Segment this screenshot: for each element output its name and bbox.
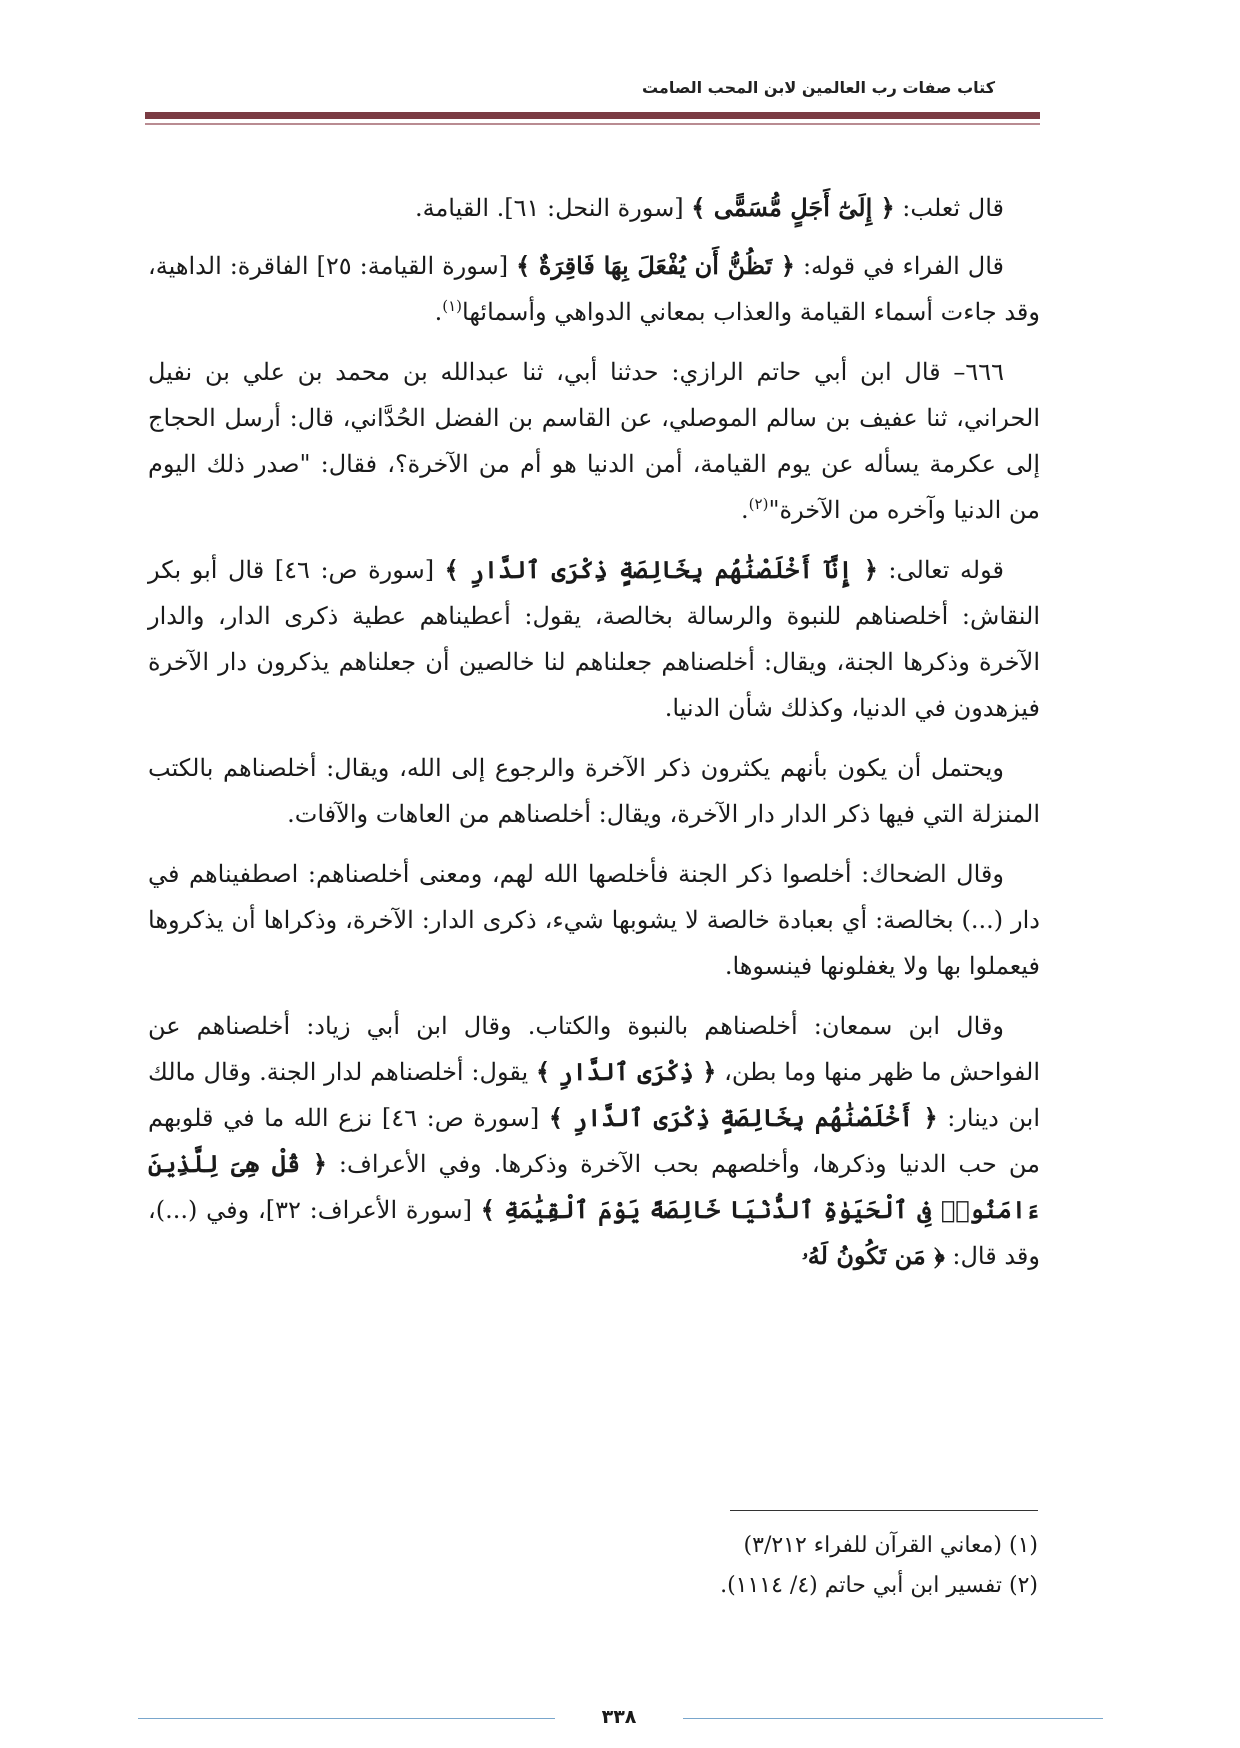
paragraph-666 xyxy=(148,349,1040,533)
quran-verse: ﴿ إِنَّآ أَخْلَصْنَٰهُم بِخَالِصَةٍ ذِكْرَى ٱلدَّارِ ﴾ xyxy=(444,555,878,584)
footnote-2: (٢) تفسير ابن أبي حاتم (٤/ ١١١٤). xyxy=(720,1573,1038,1598)
paragraph-text: [سورة الأعراف: ٣٢]، وفي (...)، وقد قال: xyxy=(148,1196,1040,1270)
quran-verse: ﴿ تَظُنُّ أَن يُفْعَلَ بِهَا فَاقِرَةٌ ﴾ xyxy=(516,251,795,280)
paragraph-text: ٦٦٦– قال ابن أبي حاتم الرازي: حدثنا أبي، ثنا عبدالله بن محمد بن علي بن نفيل الحراني، ثنا عفيف بن سالم الموصلي، عن القاسم بن الفضل الحُدَّاني، قال: أرسل الحجاج إلى عكرمة يسأله عن يوم القيامة، أمن الدنيا هو أم من الآخرة؟، فقال: "صدر ذلك اليوم من الدنيا وآخره من الآخرة" xyxy=(148,358,1040,524)
paragraph-ibn-samaan xyxy=(148,1003,1040,1279)
verse-reference: [سورة النحل: ٦١]. القيامة. xyxy=(414,194,692,222)
paragraph-text: يقول: أخلصناهم لدار الجنة. وقال مالك ابن دينار: xyxy=(148,1058,1041,1132)
header-rule-thin xyxy=(145,123,1040,125)
footer-rule-left xyxy=(138,1718,555,1719)
running-header-title: كتاب صفات رب العالمين لابن المحب الصامت xyxy=(641,78,995,97)
paragraph-sad-46 xyxy=(148,547,1040,731)
paragraph-text: [سورة ص: ٤٦] قال أبو بكر النقاش: أخلصناهم للنبوة والرسالة بخالصة، يقول: أعطيناهم عطية ذكرى الدار، والدار الآخرة وذكرها الجنة، ويقال: أخلصناهم جعلناهم لنا خالصين أن جعلناهم يذكرون دار الآخرة فيزهدون في الدنيا، وكذلك شأن الدنيا. xyxy=(148,556,1040,722)
paragraph-end: . xyxy=(741,496,749,524)
paragraph-farra xyxy=(148,243,1040,335)
paragraph-text: [سورة القيامة: ٢٥] الفاقرة: الداهية، وقد جاءت أسماء القيامة والعذاب بمعاني الدواهي وأسمائها xyxy=(148,252,1040,326)
paragraph-text: قال ثعلب: xyxy=(894,194,1004,222)
quran-verse: ﴿ إِلَىٰٓ أَجَلٍ مُّسَمًّى ﴾ xyxy=(691,193,895,222)
header-rule xyxy=(145,112,1040,119)
footnote-ref-2[interactable]: (٢) xyxy=(748,495,769,513)
footnote-ref-1[interactable]: (١) xyxy=(442,297,463,315)
footnotes xyxy=(198,1526,1038,1606)
paragraph-yahtamil xyxy=(148,745,1040,837)
footer-rule-right xyxy=(683,1718,1103,1719)
paragraph-end: . xyxy=(434,298,443,326)
paragraph-text: وقال الضحاك: أخلصوا ذكر الجنة فأخلصها الله لهم، ومعنى أخلصناهم: اصطفيناهم في دار (...) بخالصة: أي بعبادة خالصة لا يشوبها شيء، ذكرى الدار: الآخرة، وذكراها أن يذكروها فيعملوا بها ولا يغفلونها فينسوها. xyxy=(148,860,1040,980)
footnote-1: (١) (معاني القرآن للفراء ٣/٢١٢) xyxy=(743,1533,1038,1558)
quran-verse: ﴿ قُلْ هِىَ لِلَّذِينَ ءَامَنُوا۟ فِى ٱلْحَيَوٰةِ ٱلدُّنْيَا خَالِصَةً يَوْمَ ٱلْقِيَٰمَةِ ﴾ xyxy=(148,1149,1040,1224)
quran-verse: ﴿ أَخْلَصْنَٰهُم بِخَالِصَةٍ ذِكْرَى ٱلدَّارِ ﴾ xyxy=(548,1103,938,1132)
quran-verse: ﴿ ذِكْرَى ٱلدَّارِ ﴾ xyxy=(535,1057,717,1086)
page-number: ٣٣٨ xyxy=(601,1706,637,1728)
footnote-separator xyxy=(730,1510,1038,1511)
paragraph-dahhak xyxy=(148,851,1040,989)
paragraph-text: قال الفراء في قوله: xyxy=(795,252,1005,280)
paragraph-text: وقال ابن سمعان: أخلصناهم بالنبوة والكتاب. وقال ابن أبي زياد: أخلصناهم عن الفواحش ما ظهر منها وما بطن، xyxy=(148,1012,1040,1086)
paragraph-thalab xyxy=(148,185,1040,231)
paragraph-text: [سورة ص: ٤٦] نزع الله ما في قلوبهم من حب الدنيا وذكرها، وأخلصهم بحب الآخرة وذكرها. وفي الأعراف: xyxy=(148,1104,1040,1178)
paragraph-text: ويحتمل أن يكون بأنهم يكثرون ذكر الآخرة والرجوع إلى الله، ويقال: أخلصناهم بالكتب المنزلة التي فيها ذكر الدار دار الآخرة، ويقال: أخلصناهم من العاهات والآفات. xyxy=(148,754,1040,828)
main-text xyxy=(148,185,1040,1293)
quran-verse: ﴿ مَن تَكُونُ لَهُۥ xyxy=(801,1241,945,1270)
paragraph-text: قوله تعالى: xyxy=(877,556,1004,584)
